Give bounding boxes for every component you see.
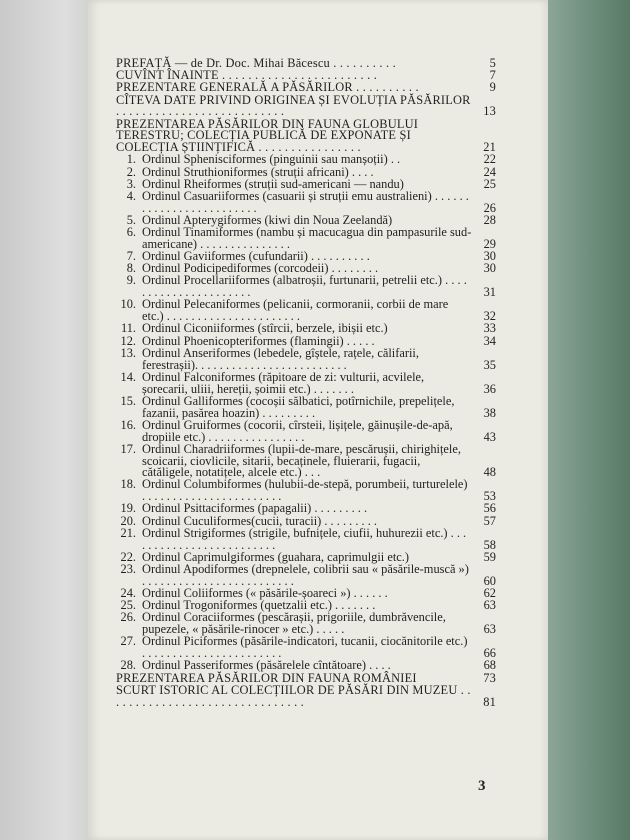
toc-entry-number: 3. [126, 176, 136, 191]
toc-order-entry [116, 525, 496, 552]
toc-entry-title: Ordinul Trogoniformes (quetzalii etc.) . . . . . . . [142, 598, 376, 613]
toc-entry-title: Ordinul Gaviiformes (cufundarii) . . . . . . . . . . [142, 249, 370, 264]
page-number-folio: 3 [478, 778, 486, 794]
toc-entry-number: 9. [126, 273, 136, 288]
toc-entry-page: 28 [483, 212, 496, 227]
toc-entry-title: Ordinul Sphenisciformes (pinguinii sau manșoții) . . [142, 152, 401, 167]
toc-entry-number: 8. [126, 261, 136, 276]
toc-entry-page: 73 [483, 670, 496, 685]
toc-entry-page: 7 [489, 68, 496, 83]
toc-entry-title: SCURT ISTORIC AL COLECȚIILOR DE PĂSĂRI DIN MUZEU . . . . . . . . . . . . . . . . . . . . . . . . . . . . . . . [116, 682, 471, 709]
toc-entry-page: 66 [483, 646, 496, 661]
toc-entry-title: Ordinul Rheiformes (struții sud-americani — nandu) [142, 176, 404, 191]
toc-order-entry [116, 393, 496, 420]
toc-entry-number: 10. [120, 297, 136, 312]
toc-entry-page: 26 [483, 200, 496, 215]
toc-entry-page: 60 [483, 573, 496, 588]
toc-entry-title: CUVÎNT ÎNAINTE . . . . . . . . . . . . . . . . . . . . . . . . [116, 68, 377, 83]
toc-entry-title: Ordinul Coraciiformes (pescărașii, prigoriile, dumbrăvencile, pupezele, « păsările-rinocer » etc.) . . . . . [142, 610, 446, 637]
toc-entry-page: 22 [483, 152, 496, 167]
toc-entry-title: Ordinul Psittaciformes (papagalii) . . . . . . . . . [142, 501, 368, 516]
toc-entry-page: 13 [483, 104, 496, 119]
toc-entry-number: 21. [120, 525, 136, 540]
toc-entry-page: 38 [483, 405, 496, 420]
toc-entry-page: 9 [489, 80, 496, 95]
table-of-contents [116, 58, 494, 709]
toc-entry-page: 21 [483, 140, 496, 155]
toc-entry-number: 16. [120, 417, 136, 432]
toc-entry-title: PREFAȚĂ — de Dr. Doc. Mihai Băcescu . . . . . . . . . . [116, 56, 396, 70]
background-right [548, 0, 630, 840]
toc-section-entry [116, 92, 496, 119]
toc-entry-number: 13. [120, 345, 136, 360]
toc-entry-number: 11. [120, 321, 136, 336]
toc-section-entry [116, 116, 496, 155]
toc-entry-title: Ordinul Struthioniformes (struții africani) . . . . [142, 164, 374, 179]
toc-entry-title: PREZENTAREA PĂSĂRILOR DIN FAUNA ROMÂNIEI [116, 670, 417, 685]
toc-entry-number: 17. [120, 441, 136, 456]
toc-entry-title: CÎTEVA DATE PRIVIND ORIGINEA ȘI EVOLUȚIA PĂSĂRILOR . . . . . . . . . . . . . . . . . . . . . . . . . . [116, 92, 471, 119]
toc-entry-page: 30 [483, 249, 496, 264]
toc-entry-title: Ordinul Piciformes (păsările-indicatori, tucanii, ciocănitorile etc.) . . . . . . . . . . . . . . . . . . . . . . . [142, 634, 468, 661]
toc-entry-page: 48 [483, 465, 496, 480]
toc-entry-page: 32 [483, 309, 496, 324]
toc-entry-number: 5. [126, 212, 136, 227]
toc-entry-page: 34 [483, 333, 496, 348]
toc-entry-page: 33 [483, 321, 496, 336]
toc-entry-number: 6. [126, 225, 136, 240]
toc-entry-title: Ordinul Charadriiformes (lupii-de-mare, pescărușii, chirighițele, scoicarii, ciovlicile, sitarii, becaținele, fluierarii, fugacii, cătăligele, notatițele, alcele etc.) . . . [142, 441, 461, 480]
toc-entry-page: 30 [483, 261, 496, 276]
toc-entry-page: 53 [483, 489, 496, 504]
toc-order-entry [116, 275, 494, 299]
toc-entry-title: Ordinul Cuculiformes(cucii, turacii) . . . . . . . . . [142, 513, 378, 528]
toc-entry-page: 24 [483, 164, 496, 179]
toc-entry-number: 18. [120, 477, 136, 492]
toc-entry-title: Ordinul Apodiformes (drepnelele, colibrii sau « păsările-muscă ») . . . . . . . . . . . . . . . . . . . . . . . . . [142, 562, 469, 588]
toc-order-entry [116, 564, 494, 588]
toc-entry-page: 5 [489, 56, 496, 70]
toc-entry-page: 25 [483, 176, 496, 191]
toc-order-entry [116, 441, 496, 480]
toc-entry-page: 31 [483, 285, 496, 300]
toc-entry-title: Ordinul Casuariiformes (casuarii și struții emu australieni) . . . . . . . . . . . . . . . . . . . . . . . . . [142, 188, 469, 215]
toc-entry-title: Ordinul Apterygiformes (kiwi din Noua Zeelandă) [142, 212, 393, 227]
toc-entry-page: 58 [483, 537, 496, 552]
toc-entry-page: 63 [483, 622, 496, 637]
toc-entry-title: Ordinul Passeriformes (păsărelele cîntătoare) . . . . [142, 658, 391, 673]
toc-entry-title: Ordinul Podicipediformes (corcodeii) . . . . . . . . [142, 261, 379, 276]
toc-entry-page: 43 [483, 429, 496, 444]
toc-entry-title: Ordinul Galliformes (cocoșii sălbatici, potîrnichile, prepelițele, fazanii, pasărea hoazin) . . . . . . . . . [142, 393, 455, 420]
toc-entry-page: 29 [483, 236, 496, 251]
toc-entry-number: 23. [120, 562, 136, 577]
toc-entry-title: Ordinul Phoenicopteriformes (flamingii) . . . . . [142, 333, 375, 348]
toc-order-entry [116, 636, 494, 660]
toc-order-entry [116, 479, 494, 503]
toc-order-entry [116, 369, 496, 396]
toc-entry-number: 26. [120, 610, 136, 625]
toc-entry-page: 56 [483, 501, 496, 516]
toc-entry-page: 35 [483, 357, 496, 372]
toc-entry-page: 68 [483, 658, 496, 673]
toc-entry-number: 2. [126, 164, 136, 179]
toc-order-entry [116, 299, 494, 323]
toc-entry-number: 22. [120, 549, 136, 564]
toc-entry-page: 57 [483, 513, 496, 528]
toc-order-entry [116, 612, 494, 636]
toc-order-entry [116, 227, 494, 251]
toc-entry-title: Ordinul Columbiformes (hulubii-de-stepă, porumbeii, turturelele) . . . . . . . . . . . . . . . . . . . . . . . [142, 477, 468, 504]
toc-entry-page: 59 [483, 549, 496, 564]
toc-entry-number: 28. [120, 658, 136, 673]
toc-entry-title: PREZENTAREA PĂSĂRILOR DIN FAUNA GLOBULUI TERESTRU; COLECȚIA PUBLICĂ DE EXPONATE ȘI COLECȚIA ȘTIINȚIFICĂ . . . . . . . . . . . . . . . . [116, 116, 419, 155]
toc-entry-number: 12. [120, 333, 136, 348]
toc-entry-title: Ordinul Anseriformes (lebedele, gîștele, rațele, călifarii, ferestrașii). . . . . . . . . . . . . . . . . . . . . . . . . [142, 345, 419, 372]
toc-entry-number: 24. [120, 586, 136, 600]
toc-entry-title: PREZENTARE GENERALĂ A PĂSĂRILOR . . . . . . . . . . [116, 80, 419, 95]
toc-entry-page: 62 [483, 586, 496, 600]
background-left [0, 0, 92, 840]
toc-entry-page: 36 [483, 381, 496, 396]
toc-entry-title: Ordinul Pelecaniformes (pelicanii, cormoranii, corbii de mare etc.) . . . . . . . . . . . . . . . . . . . . . . [142, 297, 449, 324]
toc-entry-number: 27. [120, 634, 136, 649]
toc-entry-number: 25. [120, 598, 136, 613]
toc-order-entry [116, 417, 496, 444]
toc-entry-number: 1. [126, 152, 136, 167]
toc-entry-title: Ordinul Caprimulgiformes (guahara, caprimulgii etc.) [142, 549, 410, 564]
toc-entry-title: Ordinul Tinamiformes (nambu și macucagua din pampasurile sud-americane) . . . . . . . . . . . . . . . [142, 225, 472, 251]
toc-entry-title: Ordinul Gruiformes (cocorii, cîrsteii, lișițele, găinușile-de-apă, dropiile etc.) . . . . . . . . . . . . . . . . [142, 417, 453, 444]
toc-entry-number: 15. [120, 393, 136, 408]
toc-entry-title: Ordinul Ciconiiformes (stîrcii, berzele, ibișii etc.) [142, 321, 388, 336]
toc-entry-page: 81 [483, 694, 496, 709]
toc-entry-number: 19. [120, 501, 136, 516]
toc-order-entry [116, 345, 496, 372]
toc-entry-title: Ordinul Falconiformes (răpitoare de zi: vulturii, acvilele, șorecarii, uliii, hereții, șoimii etc.) . . . . . . . [142, 369, 425, 396]
book-page [88, 0, 548, 840]
toc-entry-number: 20. [120, 513, 136, 528]
toc-entry-title: Ordinul Strigiformes (strigile, bufnițele, ciufii, huhurezii etc.) . . . . . . . . . . . . . . . . . . . . . . . . . [142, 525, 467, 552]
toc-entry-number: 14. [120, 369, 136, 384]
toc-order-entry [116, 188, 496, 215]
toc-entry-title: Ordinul Procellariiformes (albatroșii, furtunarii, petrelii etc.) . . . . . . . . . . . . . . . . . . . . . . [142, 273, 467, 300]
toc-entry-page: 63 [483, 598, 496, 613]
toc-entry-title: Ordinul Coliiformes (« păsările-șoareci ») . . . . . . [142, 586, 388, 600]
toc-section-entry [116, 682, 496, 709]
toc-entry-number: 4. [126, 188, 136, 203]
toc-entry-number: 7. [126, 249, 136, 264]
